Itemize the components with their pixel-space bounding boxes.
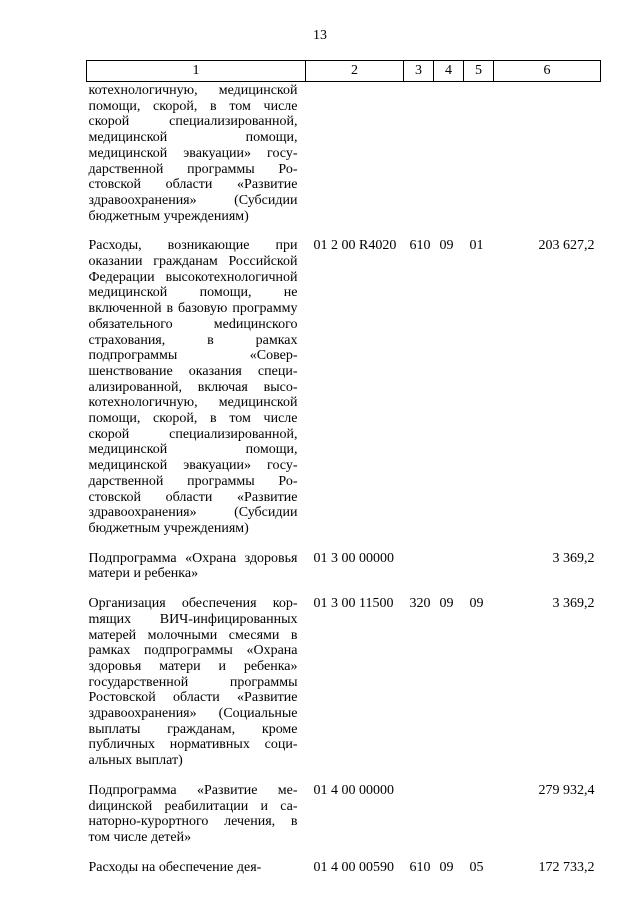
row-col5: [464, 537, 494, 582]
row-code: [306, 82, 404, 225]
row-amount: 203 627,2: [538, 238, 595, 254]
row-col4: [434, 537, 464, 582]
row-col3: 610: [409, 238, 431, 254]
row-code: 01 3 00 11500: [313, 596, 394, 612]
table-row: [87, 537, 601, 582]
row-col5: 09: [469, 596, 484, 612]
row-description: котехнологичную, медицинской помощи, скорой, в том числе скорой специализированной, медицинской помощи, медицинской эвакуации» государственной программы Ростовской области «Развитие здравоохранения» (Субсидии бюджетным учреждениям): [88, 83, 298, 224]
row-col3: 610: [409, 859, 431, 875]
header-cell: 3: [404, 61, 434, 82]
row-col4: 09: [439, 859, 454, 875]
row-col3: [404, 82, 434, 225]
row-description: Расходы на обеспечение дея-: [88, 859, 262, 875]
row-col3: [404, 537, 434, 582]
row-col5: 01: [469, 238, 484, 254]
row-description: Расходы, возникающие при оказании гражданам Российской Федерации высокотехнологичной медицинской помощи, не включенной в базовую программу обязательного меdицинского страхования, в рамках подпрограммы «Совершенствование оказания специализированной, включая высокотехнологичную, медицинской помощи, скорой, в том числе скорой специализированной, медицинской помощи, медицинской эвакуации» государственной программы Ростовской области «Развитие здравоохранения» (Субсидии бюджетным учреждениям): [88, 238, 298, 536]
row-col3: [404, 769, 434, 846]
header-cell: 4: [434, 61, 464, 82]
row-code: 01 3 00 00000: [313, 550, 394, 566]
row-col4: [434, 82, 464, 225]
row-amount: [494, 82, 601, 225]
table-row: [87, 82, 601, 225]
header-cell: 1: [87, 61, 306, 82]
row-col3: 320: [409, 596, 431, 612]
row-col5: 05: [469, 859, 484, 875]
row-amount: 172 733,2: [538, 859, 595, 875]
header-cell: 5: [464, 61, 494, 82]
row-code: 01 4 00 00000: [313, 782, 394, 798]
row-code: 01 4 00 00590: [313, 859, 394, 875]
header-cell: 6: [494, 61, 601, 82]
table-row: [87, 846, 601, 876]
row-description: Подпрограмма «Охрана здоровья матери и ребенка»: [88, 550, 298, 582]
table-row: [87, 582, 601, 769]
table-row: [87, 769, 601, 846]
budget-table: [86, 60, 601, 875]
row-description: Организация обеспечения корmящих ВИЧ-инфицированных матерей молочными смесями в рамках подпрограммы «Охрана здоровья матери и ребенка» государственной программы Ростовской области «Развитие здравоохранения» (Социальные выплаты гражданам, кроме публичных нормативных социальных выплат): [88, 596, 298, 769]
row-col5: [464, 769, 494, 846]
header-cell: 2: [306, 61, 404, 82]
row-col4: 09: [439, 596, 454, 612]
row-col4: 09: [439, 238, 454, 254]
row-col4: [434, 769, 464, 846]
table-header-row: [87, 61, 601, 82]
table-row: [87, 224, 601, 536]
row-description: Подпрограмма «Развитие меdицинской реабилитации и санаторно-курортного лечения, в том числе детей»: [88, 782, 298, 845]
row-amount: 3 369,2: [552, 596, 595, 612]
row-code: 01 2 00 R4020: [313, 238, 397, 254]
row-col5: [464, 82, 494, 225]
row-amount: 3 369,2: [552, 550, 595, 566]
row-amount: 279 932,4: [538, 782, 595, 798]
page-number: 13: [313, 28, 327, 43]
